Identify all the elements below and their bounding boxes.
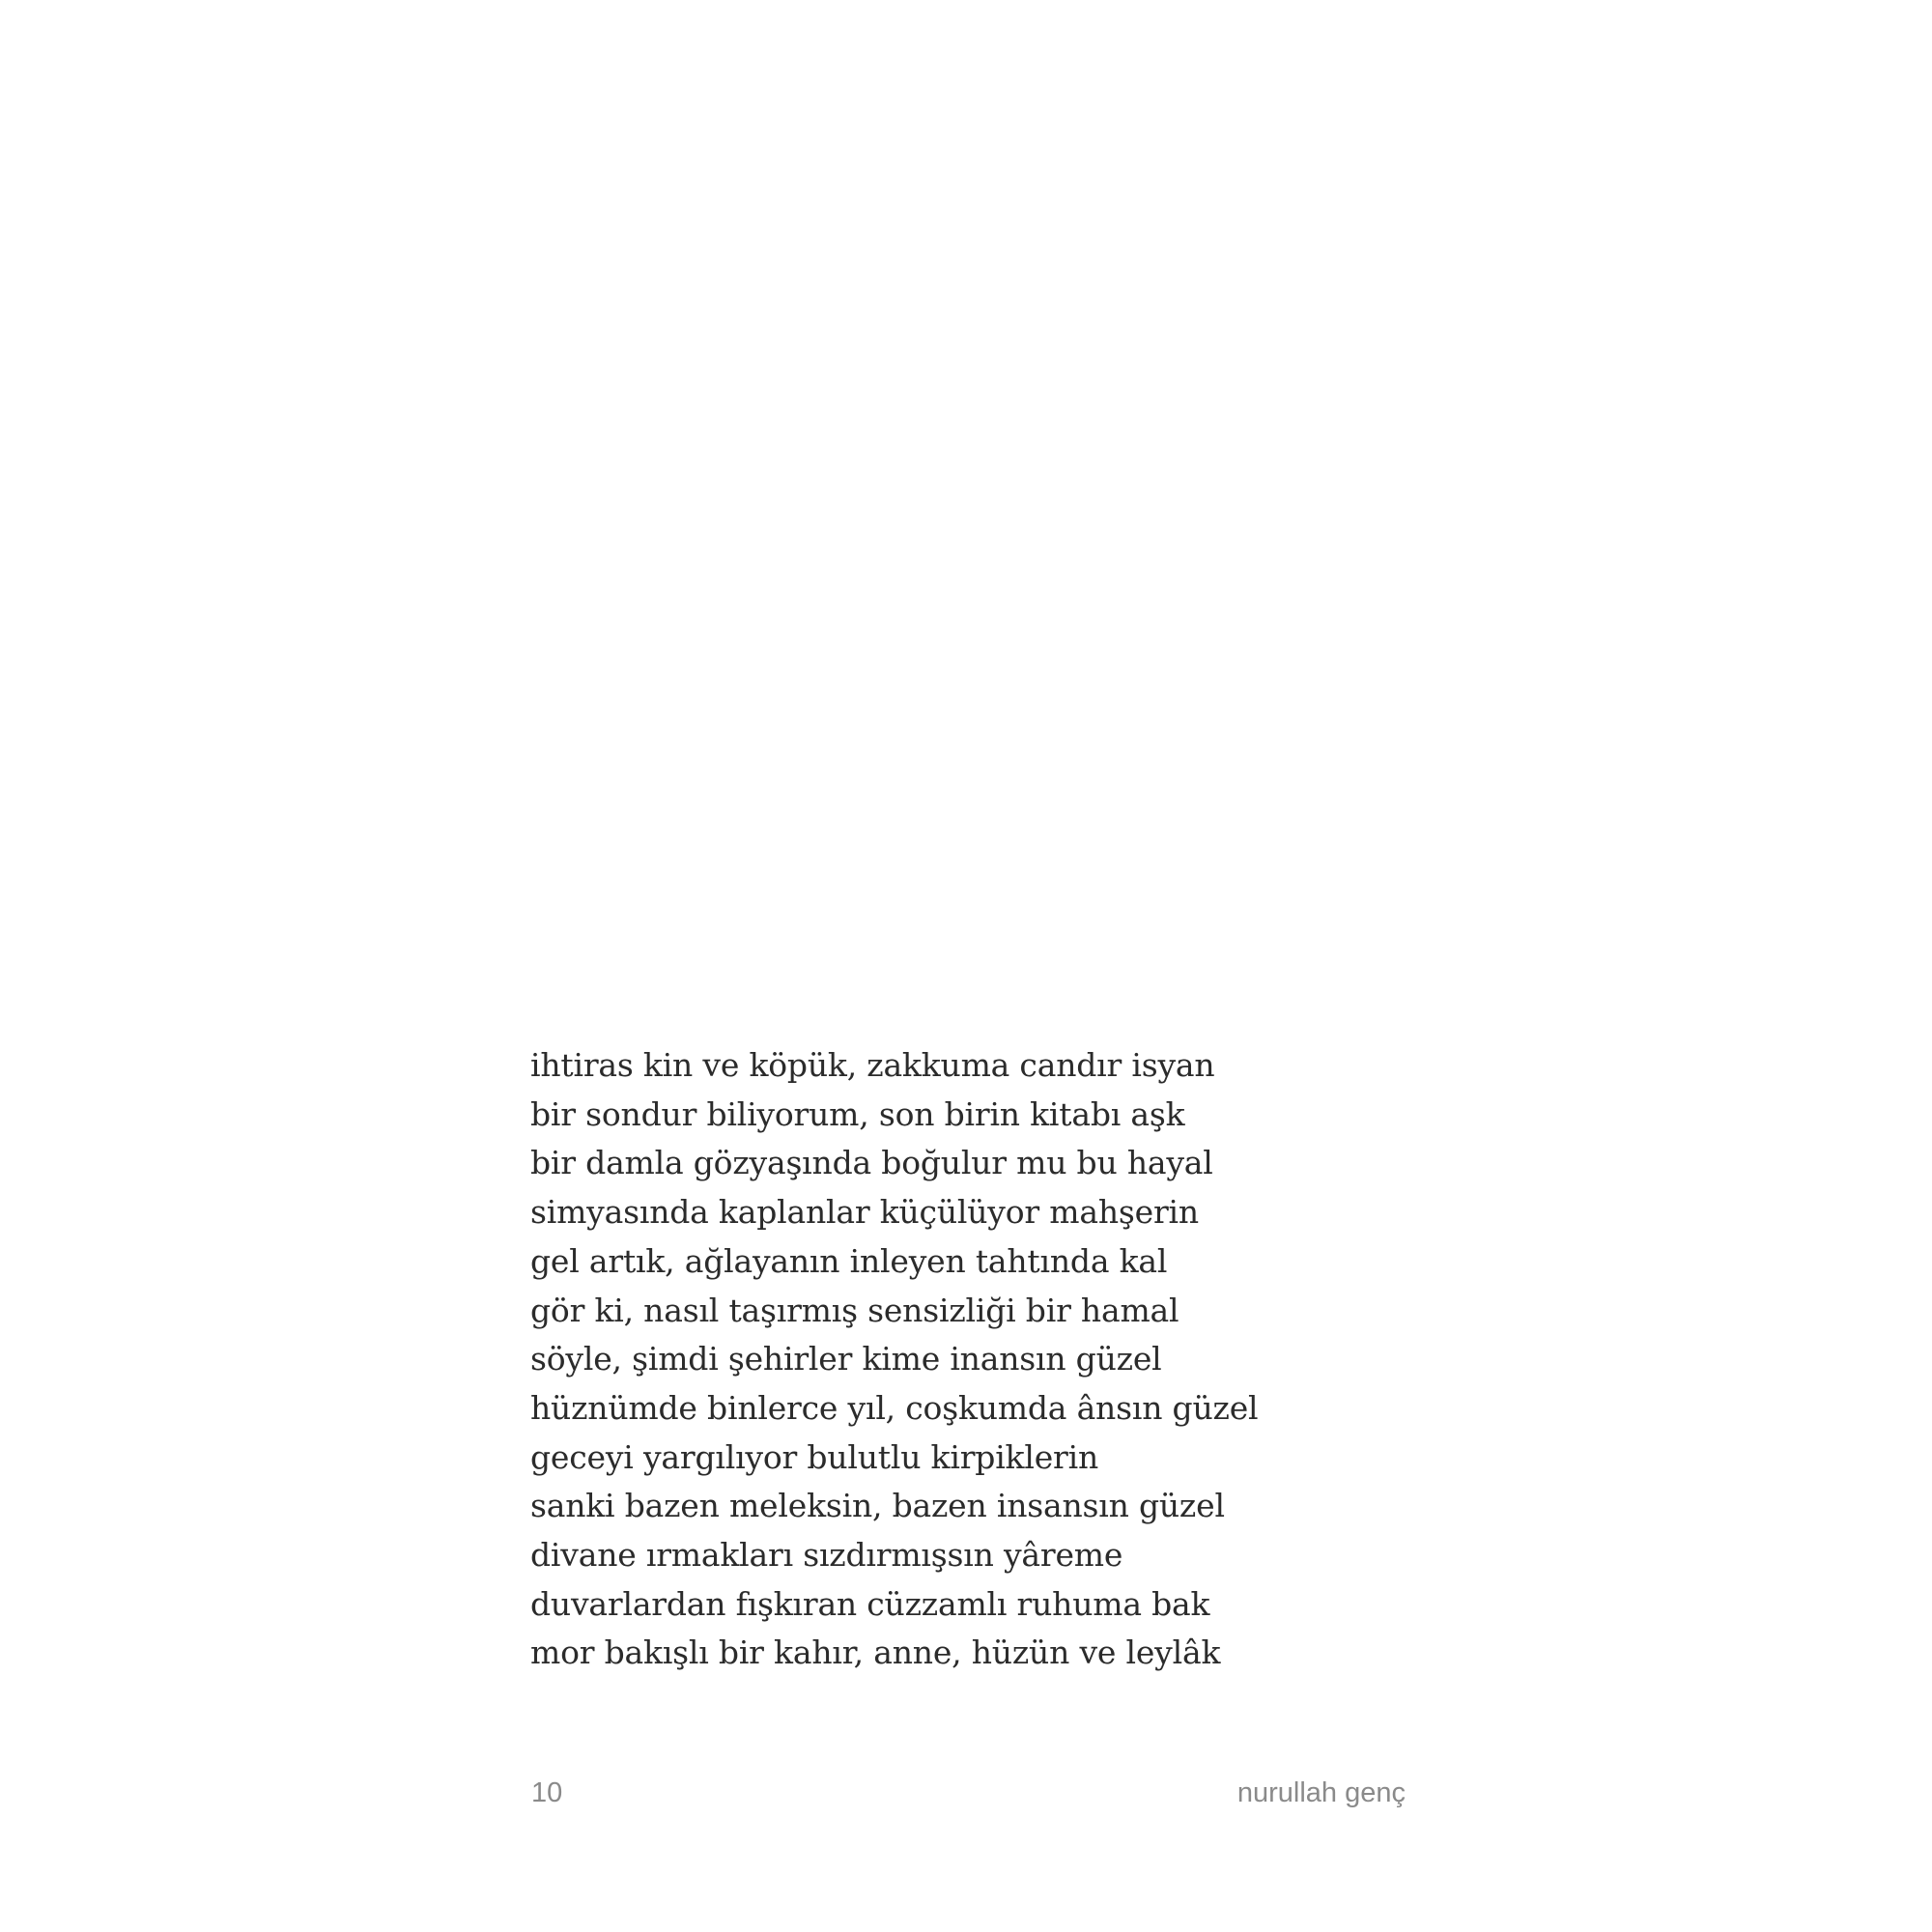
poem-line: bir sondur biliyorum, son birin kitabı aşk (530, 1094, 1185, 1133)
poem-line: sanki bazen meleksin, bazen insansın güzel (530, 1487, 1225, 1525)
author-name: nurullah genç (1236, 1777, 1406, 1808)
page-number: 10 (531, 1777, 563, 1808)
poem-line: söyle, şimdi şehirler kime inansın güzel (530, 1340, 1162, 1378)
poem-line: geceyi yargılıyor bulutlu kirpiklerin (530, 1437, 1099, 1476)
poem-line: simyasında kaplanlar küçülüyor mahşerin (530, 1193, 1199, 1232)
poem-line: mor bakışlı bir kahır, anne, hüzün ve leylâk (530, 1634, 1221, 1672)
poem-line: bir damla gözyaşında boğulur mu bu hayal (530, 1144, 1213, 1182)
poem-line: duvarlardan fışkıran cüzzamlı ruhuma bak (530, 1584, 1210, 1623)
poem-line: divane ırmakları sızdırmışsın yâreme (530, 1536, 1123, 1575)
poem-line: gel artık, ağlayanın inleyen tahtında kal (530, 1241, 1168, 1280)
poem-line: ihtiras kin ve köpük, zakkuma candır isyan (530, 1046, 1215, 1084)
poem-line: gör ki, nasıl taşırmış sensizliği bir hamal (530, 1291, 1179, 1329)
poem-text (530, 1041, 1258, 1678)
poem-line: hüznümde binlerce yıl, coşkumda ânsın güzel (530, 1388, 1259, 1427)
